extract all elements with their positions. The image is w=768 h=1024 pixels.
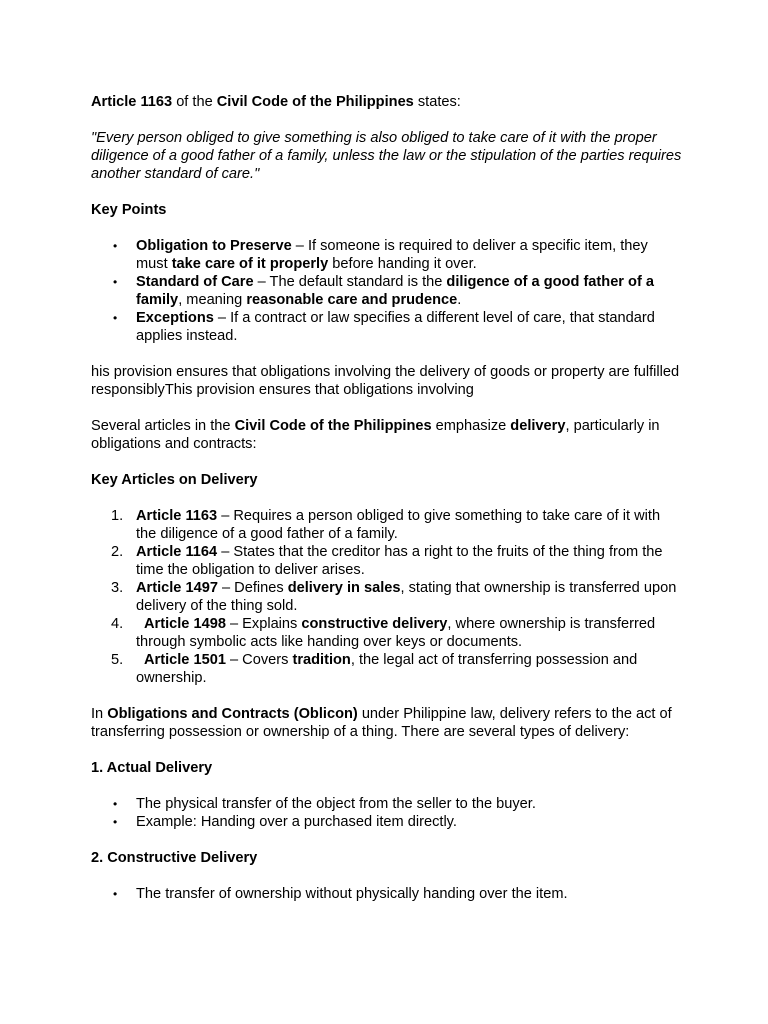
intro-article: Article 1163 (91, 94, 173, 110)
item-text: – If a contract or law specifies a different level of care, that standard applies instead. (136, 310, 655, 344)
bullet-icon: • (113, 887, 118, 901)
bullet-icon: • (113, 311, 118, 325)
item-emphasis: reasonable care and prudence (246, 292, 458, 308)
list-item (91, 237, 683, 273)
item-term: Article 1501 (144, 652, 226, 668)
list-item (91, 651, 683, 687)
para-text: In (91, 706, 108, 722)
item-emphasis: tradition (292, 652, 351, 668)
para-emphasis: Civil Code of the Philippines (234, 418, 432, 434)
intro-code: Civil Code of the Philippines (216, 94, 414, 110)
list-number: 2. (111, 544, 124, 560)
item-text: , meaning (178, 292, 247, 308)
para-text: Several articles in the (91, 418, 235, 434)
item-emphasis: diligence of a good father of a family (136, 274, 654, 308)
key-points-heading: Key Points (91, 202, 167, 218)
intro-paragraph (91, 93, 683, 111)
list-item (91, 615, 683, 651)
bullet-icon: • (113, 815, 118, 829)
provision-paragraph: his provision ensures that obligations involving the delivery of goods or property are fulfilled responsiblyThis provision ensures that obligations involving (91, 364, 680, 398)
item-text: – Covers (225, 652, 293, 668)
several-articles-paragraph (91, 417, 683, 453)
para-text: under Philippine law, delivery refers to the act of transferring possession or ownership of a thing. There are several types of delivery: (91, 706, 672, 740)
item-text: , where ownership is transferred through symbolic acts like handing over keys or documents. (136, 616, 656, 650)
item-text: The physical transfer of the object from the seller to the buyer. (136, 796, 536, 812)
item-term: Article 1163 (136, 508, 218, 524)
item-term: Article 1164 (136, 544, 218, 560)
article-quote: "Every person obliged to give something is also obliged to take care of it with the proper diligence of a good father of a family, unless the law or the stipulation of the parties requires another standard of care." (91, 130, 682, 182)
bullet-icon: • (113, 239, 118, 253)
list-number: 1. (111, 508, 124, 524)
list-item (91, 795, 683, 813)
actual-delivery-heading: 1. Actual Delivery (91, 760, 213, 776)
item-text: – If someone is required to deliver a specific item, they must (136, 238, 648, 272)
item-text: – Defines (217, 580, 288, 596)
item-text: – Explains (225, 616, 302, 632)
list-item (91, 885, 683, 903)
item-emphasis: delivery in sales (287, 580, 401, 596)
item-term: Obligation to Preserve (136, 238, 292, 254)
list-number: 4. (111, 616, 124, 632)
constructive-delivery-heading: 2. Constructive Delivery (91, 850, 258, 866)
para-text: , particularly in obligations and contracts: (91, 418, 660, 452)
para-emphasis: Obligations and Contracts (Oblicon) (107, 706, 358, 722)
item-text: before handing it over. (328, 256, 477, 272)
item-text: The transfer of ownership without physically handing over the item. (136, 886, 568, 902)
item-text: , the legal act of transferring possession and ownership. (136, 652, 638, 686)
bullet-icon: • (113, 797, 118, 811)
bullet-icon: • (113, 275, 118, 289)
item-text: , stating that ownership is transferred upon delivery of the thing sold. (136, 580, 677, 614)
item-term: Standard of Care (136, 274, 254, 290)
list-item (91, 579, 683, 615)
para-emphasis: delivery (510, 418, 566, 434)
list-item (91, 813, 683, 831)
item-term: Exceptions (136, 310, 214, 326)
document-page (91, 93, 683, 921)
item-term: Article 1498 (144, 616, 226, 632)
para-text: emphasize (431, 418, 511, 434)
intro-text-1: of the (172, 94, 217, 110)
list-item (91, 543, 683, 579)
intro-text-2: states: (413, 94, 461, 110)
item-emphasis: constructive delivery (301, 616, 448, 632)
item-text: – States that the creditor has a right to the fruits of the thing from the time the obligation to deliver arises. (136, 544, 663, 578)
item-text: – The default standard is the (253, 274, 447, 290)
list-item (91, 507, 683, 543)
actual-delivery-list (91, 795, 683, 831)
key-articles-heading: Key Articles on Delivery (91, 472, 258, 488)
item-text: Example: Handing over a purchased item directly. (136, 814, 457, 830)
constructive-delivery-list (91, 885, 683, 903)
oblicon-paragraph (91, 705, 683, 741)
key-points-list (91, 237, 683, 345)
item-term: Article 1497 (136, 580, 218, 596)
key-articles-list (91, 507, 683, 687)
list-number: 3. (111, 580, 124, 596)
list-item (91, 273, 683, 309)
list-number: 5. (111, 652, 124, 668)
item-emphasis: take care of it properly (171, 256, 329, 272)
list-item (91, 309, 683, 345)
item-text: . (457, 292, 462, 308)
item-text: – Requires a person obliged to give something to take care of it with the diligence of a good father of a family. (136, 508, 661, 542)
